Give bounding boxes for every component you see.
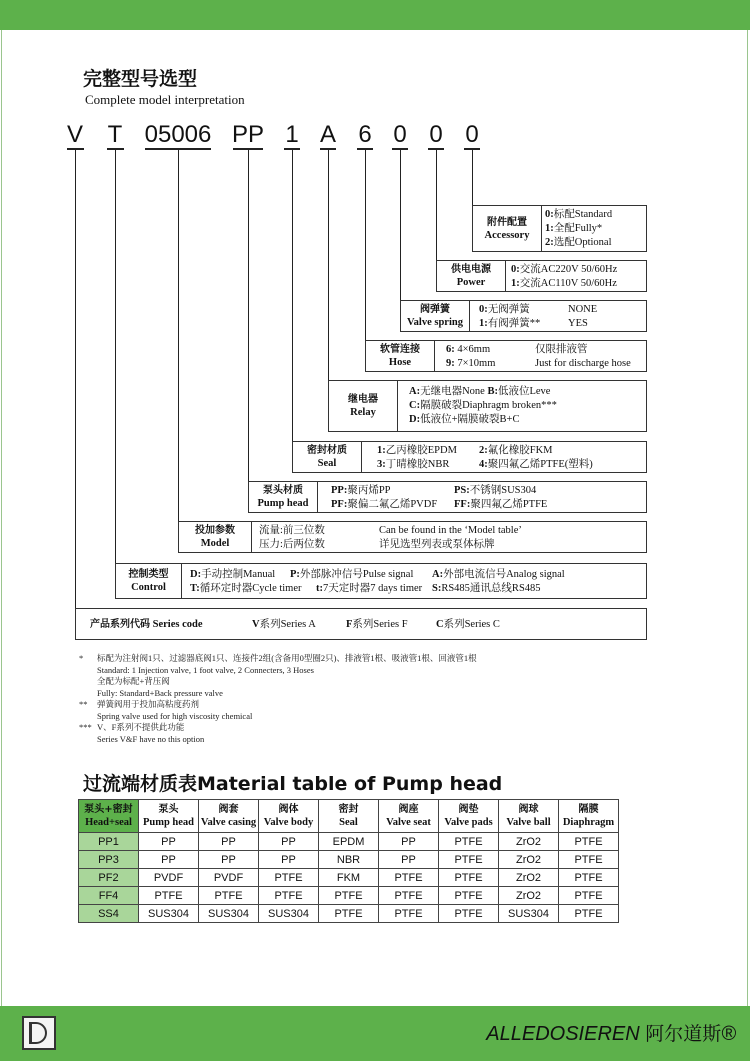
table-row: FF4 PTFE PTFE PTFE PTFE PTFE PTFE ZrO2 PTFE xyxy=(79,887,619,905)
valve-spring-label: 阀弹簧 Valve spring xyxy=(401,301,470,331)
power-box: 供电电源 Power 0:交流AC220V 50/60Hz 1:交流AC110V 50/60Hz xyxy=(436,260,647,292)
brand-name: ALLEDOSIEREN 阿尔道斯® xyxy=(486,1023,736,1045)
table-row: PP3 PP PP PP NBR PP PTFE ZrO2 PTFE xyxy=(79,851,619,869)
model-label: 投加参数 Model xyxy=(179,522,252,552)
connector-flow xyxy=(178,150,179,536)
brand-logo-icon xyxy=(22,1016,56,1050)
code-char-v: V xyxy=(66,121,84,148)
power-label: 供电电源 Power xyxy=(437,261,506,291)
code-char-flow-pressure: 05006 xyxy=(144,121,212,148)
seal-box: 密封材质 Seal 1:乙丙橡胶EPDM 2:氟化橡胶FKM 3:丁晴橡胶NBR 4:聚四氟乙烯PTFE(塑料) xyxy=(292,441,647,473)
section-title-cn: 完整型号选型 xyxy=(83,68,198,90)
code-char-t: T xyxy=(107,121,123,148)
material-table-title: 过流端材质表Material table of Pump head xyxy=(83,773,503,795)
connector-power xyxy=(436,150,437,275)
connector-hose xyxy=(365,150,366,356)
code-char-power: 0 xyxy=(429,121,443,148)
hose-box: 软管连接 Hose 6: 4×6mm 仅限排液管 9: 7×10mm Just for discharge hose xyxy=(365,340,647,372)
pump-head-box: 泵头材质 Pump head PP:聚丙烯PP PS:不锈钢SUS304 PF:聚偏二氟乙烯PVDF FF:聚四氟乙烯PTFE xyxy=(248,481,647,513)
accessory-box: 附件配置 Accessory 0:标配Standard 1:全配Fully* 2:选配Optional xyxy=(472,205,647,252)
code-char-spring: 0 xyxy=(393,121,407,148)
valve-spring-box: 阀弹簧 Valve spring 0:无阀弹簧 NONE 1:有阀弹簧** YES xyxy=(400,300,647,332)
connector-seal xyxy=(292,150,293,457)
section-title-en: Complete model interpretation xyxy=(85,92,245,107)
connector-v xyxy=(75,150,76,619)
table-row: PF2 PVDF PVDF PTFE FKM PTFE PTFE ZrO2 PTFE xyxy=(79,869,619,887)
relay-box: 继电器 Relay A:无继电器None B:低液位Leve C:隔膜破裂Diaphragm broken*** D:低液位+隔膜破裂B+C xyxy=(328,380,647,432)
code-char-accessory: 0 xyxy=(465,121,479,148)
code-char-hose: 6 xyxy=(358,121,372,148)
hose-label: 软管连接 Hose xyxy=(366,341,435,371)
seal-label: 密封材质 Seal xyxy=(293,442,362,472)
connector-pump xyxy=(248,150,249,496)
connector-relay xyxy=(328,150,329,410)
footnotes: * 标配为注射阀1只、过滤器底阀1只、连接件2组(含备用0型圈2只)、排液管1根、吸液管1根、回液管1根 Standard: 1 Injection valve, 1 foot valve, 2 Connecters, 3 Hoses 全配为标配+背压阀 Fully: Standard+Back pressure valve ** 弹簧阀用于投加高粘度药剂 Spring valve used for high viscosity chemical *** V、F系列不提供此功能 Series V&F have no this option xyxy=(79,653,477,744)
table-header-row: 泵头+密封 Head+seal 泵头 Pump head 阀套 Valve casing 阀体 Valve body 密封 Seal 阀座 Valve seat 阀垫 Valve pads 阀球 Valve ball 隔膜 Diaphragm xyxy=(79,800,619,833)
connector-spring xyxy=(400,150,401,315)
control-label: 控制类型 Control xyxy=(116,564,182,598)
table-row: SS4 SUS304 SUS304 SUS304 PTFE PTFE PTFE SUS304 PTFE xyxy=(79,905,619,923)
code-char-relay: A xyxy=(319,121,337,148)
accessory-label: 附件配置 Accessory xyxy=(473,206,542,251)
code-char-seal: 1 xyxy=(285,121,299,148)
table-row: PP1 PP PP PP EPDM PP PTFE ZrO2 PTFE xyxy=(79,833,619,851)
connector-t xyxy=(115,150,116,587)
code-char-pump-head: PP xyxy=(231,121,265,148)
series-label: 产品系列代码 Series code xyxy=(90,619,203,630)
top-banner xyxy=(0,0,750,30)
model-box: 投加参数 Model 流量:前三位数 Can be found in the ‘Model table’ 压力:后两位数 详见选型列表或泵体标牌 xyxy=(178,521,647,553)
material-table xyxy=(78,799,619,923)
pump-head-label: 泵头材质 Pump head xyxy=(249,482,318,512)
series-box: 产品系列代码 Series code V系列Series A F系列Series F C系列Series C xyxy=(75,608,647,640)
control-box: 控制类型 Control D:手动控制Manual P:外部脉冲信号Pulse signal A:外部电流信号Analog signal T:循环定时器Cycle timer t:7天定时器7 days timer S:RS485通讯总线RS485 xyxy=(115,563,647,599)
relay-label: 继电器 Relay xyxy=(329,381,398,431)
